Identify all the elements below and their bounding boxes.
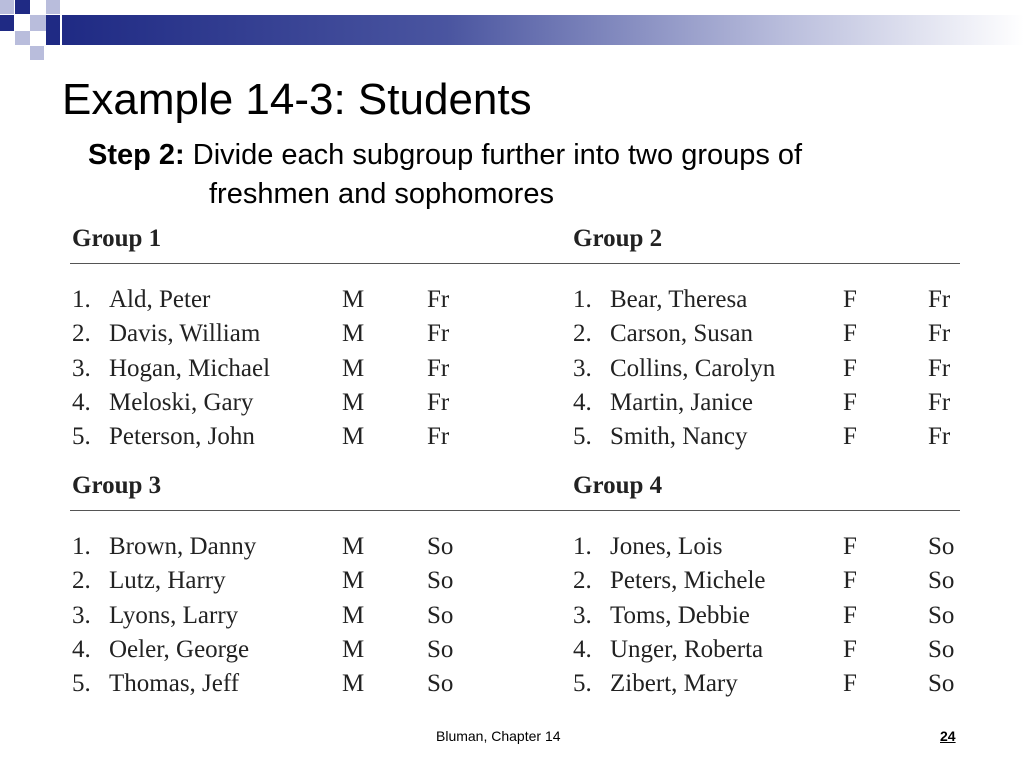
student-list — [573, 283, 961, 454]
student-gender: M — [342, 533, 365, 560]
student-year: Fr — [928, 286, 951, 313]
student-year: Fr — [928, 354, 951, 382]
student-row — [72, 283, 460, 317]
student-row — [72, 386, 460, 420]
student-name: Martin, Janice — [610, 388, 754, 416]
student-name: Hogan, Michael — [109, 354, 271, 382]
student-name: Ald, Peter — [109, 286, 211, 313]
student-gender: F — [843, 635, 857, 663]
row-number: 5. — [573, 670, 592, 698]
student-name: Bear, Theresa — [610, 286, 748, 313]
student-gender: M — [342, 635, 365, 663]
step-text-line-2: freshmen and sophomores — [209, 178, 554, 210]
student-gender: M — [342, 320, 365, 348]
student-year: Fr — [928, 320, 951, 348]
group-heading: Group 4 — [573, 472, 663, 499]
row-number: 1. — [573, 533, 592, 560]
row-number: 1. — [573, 286, 592, 313]
row-number: 2. — [573, 567, 592, 595]
student-gender: M — [342, 601, 365, 629]
decor-square — [46, 15, 60, 45]
row-number: 4. — [573, 388, 592, 416]
student-year: So — [427, 567, 454, 595]
student-year: So — [427, 670, 454, 698]
student-row — [72, 352, 460, 386]
student-name: Thomas, Jeff — [109, 670, 240, 698]
student-year: Fr — [427, 423, 450, 451]
group-heading: Group 1 — [72, 225, 162, 252]
student-name: Carson, Susan — [610, 320, 754, 348]
student-year: So — [427, 601, 454, 629]
student-name: Davis, William — [109, 320, 261, 348]
student-row — [72, 667, 460, 701]
row-number: 1. — [72, 533, 91, 560]
student-name: Peters, Michele — [610, 567, 766, 595]
student-gender: F — [843, 567, 857, 595]
student-year: Fr — [928, 423, 951, 451]
student-list — [573, 530, 961, 701]
student-gender: M — [342, 354, 365, 382]
slide-decoration — [0, 0, 1024, 60]
student-row — [72, 564, 460, 598]
row-number: 4. — [72, 388, 91, 416]
student-year: Fr — [427, 320, 450, 348]
student-year: So — [928, 567, 955, 595]
student-name: Jones, Lois — [610, 533, 723, 560]
student-row — [72, 317, 460, 351]
row-number: 5. — [72, 423, 91, 451]
student-row — [573, 530, 961, 564]
group-1-table — [72, 224, 460, 454]
student-row — [72, 530, 460, 564]
group-heading: Group 2 — [573, 225, 663, 252]
student-year: So — [427, 533, 454, 560]
student-name: Brown, Danny — [109, 533, 257, 560]
student-gender: F — [843, 533, 857, 560]
student-row — [573, 420, 961, 454]
student-gender: F — [843, 354, 857, 382]
decor-square — [15, 31, 30, 45]
student-row — [573, 317, 961, 351]
step-label: Step 2: — [88, 139, 185, 171]
student-row — [573, 599, 961, 633]
student-row — [573, 283, 961, 317]
group-2-table — [573, 224, 961, 454]
row-number: 5. — [72, 670, 91, 698]
student-row — [573, 352, 961, 386]
student-name: Unger, Roberta — [610, 635, 764, 663]
student-name: Smith, Nancy — [610, 423, 748, 451]
group-4-table — [573, 471, 961, 701]
student-year: So — [427, 635, 454, 663]
student-gender: M — [342, 388, 365, 416]
decor-square — [0, 0, 14, 14]
student-list — [72, 530, 460, 701]
student-year: Fr — [427, 286, 450, 313]
student-row — [573, 633, 961, 667]
slide-title: Example 14-3: Students — [62, 75, 532, 124]
student-row — [72, 633, 460, 667]
row-number: 1. — [72, 286, 91, 313]
student-year: So — [928, 533, 955, 560]
row-number: 3. — [72, 354, 91, 382]
student-year: So — [928, 601, 955, 629]
student-gender: M — [342, 670, 365, 698]
student-gender: F — [843, 388, 857, 416]
student-name: Lutz, Harry — [109, 567, 226, 595]
title-gradient-bar — [62, 15, 1024, 45]
row-number: 2. — [72, 567, 91, 595]
student-year: Fr — [928, 388, 951, 416]
row-number: 2. — [573, 320, 592, 348]
decor-square — [0, 15, 14, 31]
decor-square — [46, 0, 60, 14]
step-text-line-1: Divide each subgroup further into two groups of — [192, 139, 803, 171]
row-number: 4. — [72, 635, 91, 663]
decor-square — [15, 0, 30, 14]
student-row — [72, 599, 460, 633]
row-number: 5. — [573, 423, 592, 451]
student-row — [72, 420, 460, 454]
row-number: 3. — [573, 354, 592, 382]
row-number: 3. — [72, 601, 91, 629]
student-name: Oeler, George — [109, 635, 250, 663]
step-instruction — [88, 136, 968, 214]
group-heading: Group 3 — [72, 472, 162, 499]
student-name: Lyons, Larry — [109, 601, 239, 629]
decor-square — [30, 15, 46, 31]
student-gender: F — [843, 286, 857, 313]
student-year: Fr — [427, 388, 450, 416]
student-row — [573, 667, 961, 701]
student-list — [72, 283, 460, 454]
student-name: Collins, Carolyn — [610, 354, 776, 382]
student-gender: M — [342, 567, 365, 595]
slide-footer — [0, 727, 1024, 749]
student-gender: F — [843, 601, 857, 629]
page-number: 24 — [940, 728, 956, 744]
row-number: 4. — [573, 635, 592, 663]
student-gender: F — [843, 423, 857, 451]
student-name: Peterson, John — [109, 423, 255, 451]
step-line-1 — [88, 136, 968, 175]
student-year: Fr — [427, 354, 450, 382]
student-gender: M — [342, 286, 365, 313]
row-number: 3. — [573, 601, 592, 629]
student-year: So — [928, 635, 955, 663]
student-year: So — [928, 670, 955, 698]
footer-text: Bluman, Chapter 14 — [436, 728, 561, 744]
student-row — [573, 386, 961, 420]
student-gender: F — [843, 320, 857, 348]
student-gender: M — [342, 423, 365, 451]
row-number: 2. — [72, 320, 91, 348]
group-3-table — [72, 471, 460, 701]
decor-square — [30, 46, 44, 60]
student-name: Toms, Debbie — [610, 601, 750, 629]
student-row — [573, 564, 961, 598]
student-gender: F — [843, 670, 857, 698]
student-name: Meloski, Gary — [109, 388, 254, 416]
student-name: Zibert, Mary — [610, 670, 738, 698]
